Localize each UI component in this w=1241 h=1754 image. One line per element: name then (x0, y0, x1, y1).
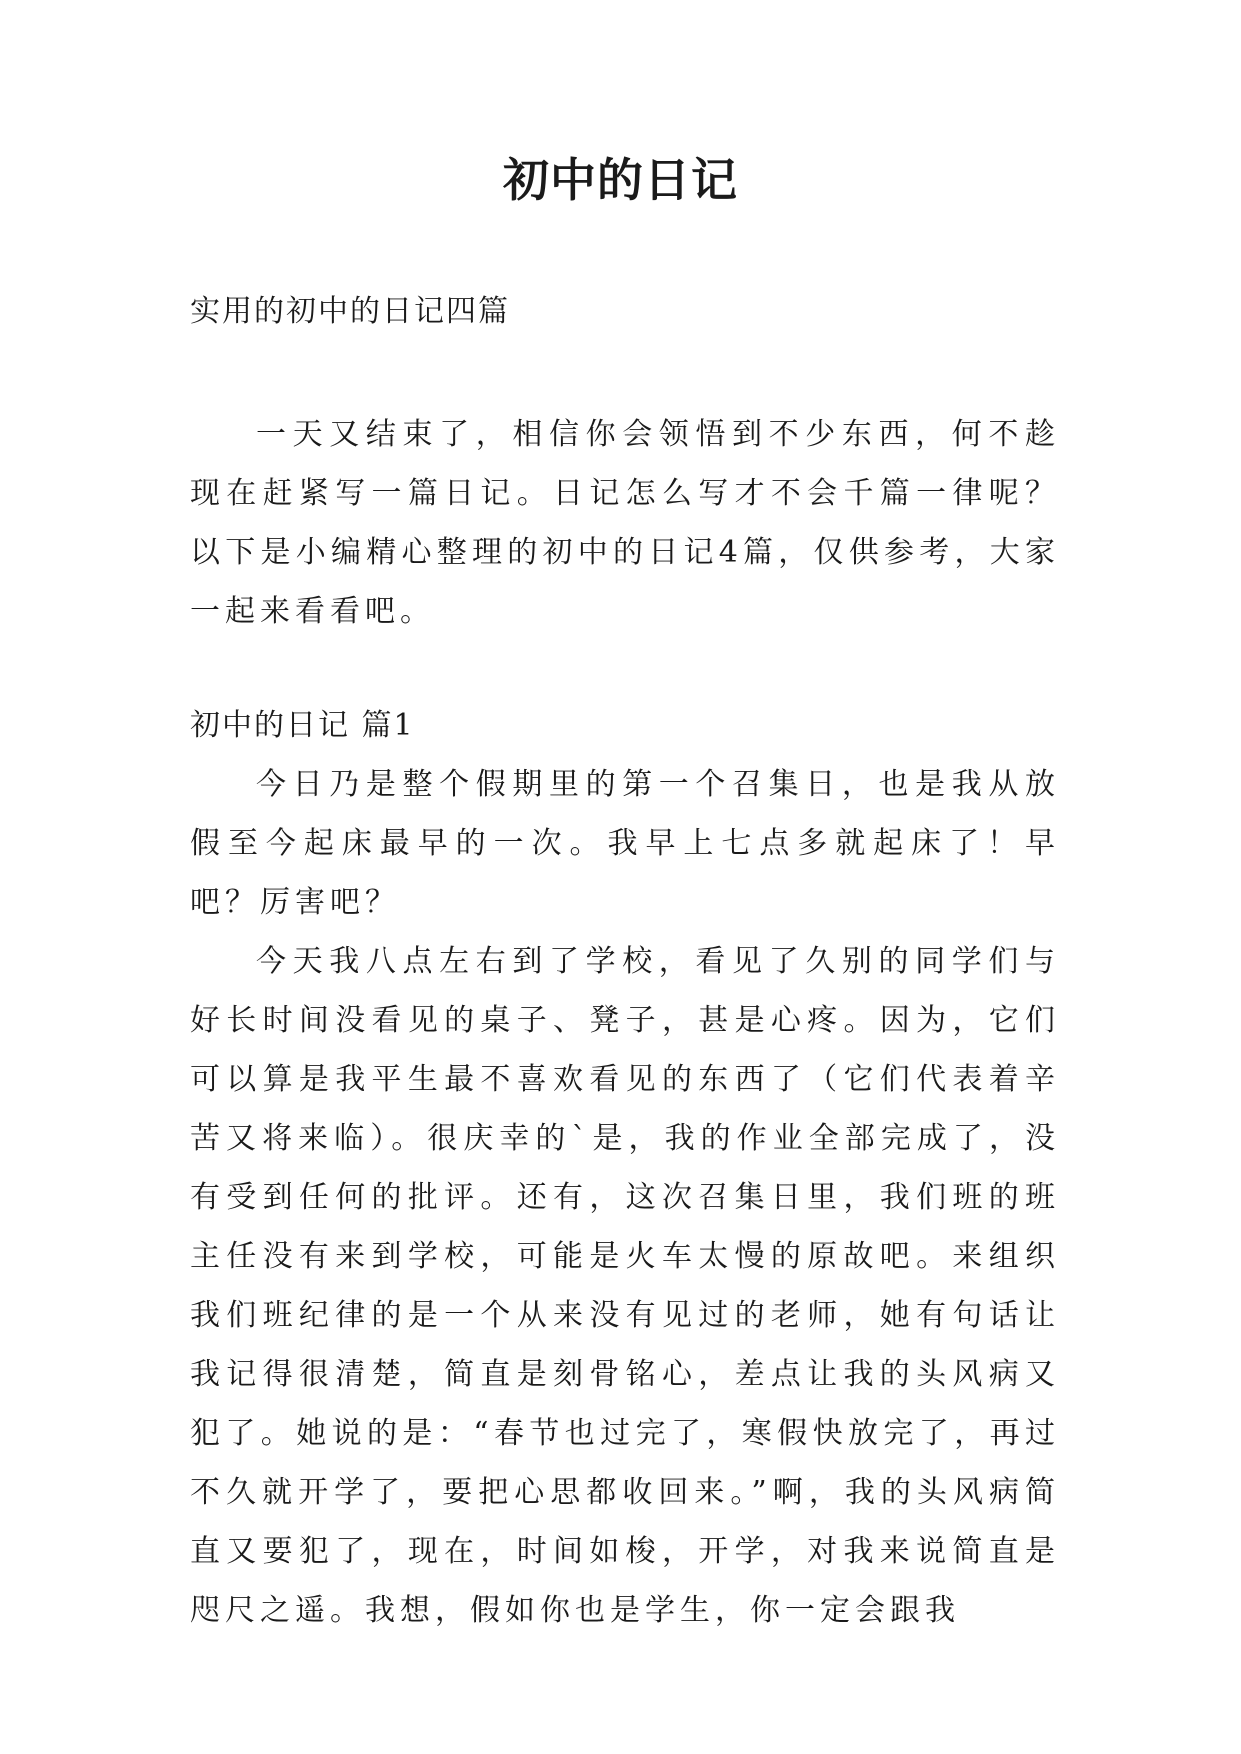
body-paragraph: 今天我八点左右到了学校，看见了久别的同学们与好长时间没看见的桌子、凳子，甚是心疼。因为，它们可以算是我平生最不喜欢看见的东西了（它们代表着辛苦又将来临）。很庆幸的`是，我的作业全部完成了，没有受到任何的批评。还有，这次召集日里，我们班的班主任没有来到学校，可能是火车太慢的原故吧。来组织我们班纪律的是一个从来没有见过的老师，她有句话让我记得很清楚，简直是刻骨铭心，差点让我的头风病又犯了。她说的是：“春节也过完了，寒假快放完了，再过不久就开学了，要把心思都收回来。”啊，我的头风病简直又要犯了，现在，时间如梭，开学，对我来说简直是咫尺之遥。我想，假如你也是学生，你一定会跟我 (190, 944, 1060, 1628)
section-body (190, 755, 1060, 1640)
document-title: 初中的日记 (503, 153, 738, 207)
document-subtitle: 实用的初中的日记四篇 (190, 294, 510, 329)
body-paragraph: 今日乃是整个假期里的第一个召集日，也是我从放假至今起床最早的一次。我早上七点多就起床了！早吧？厉害吧？ (190, 767, 1060, 920)
intro-paragraph: 一天又结束了，相信你会领悟到不少东西，何不趁现在赶紧写一篇日记。日记怎么写才不会千篇一律呢？以下是小编精心整理的初中的日记4篇，仅供参考，大家一起来看看吧。 (190, 417, 1060, 629)
section-heading: 初中的日记 篇1 (190, 708, 415, 743)
